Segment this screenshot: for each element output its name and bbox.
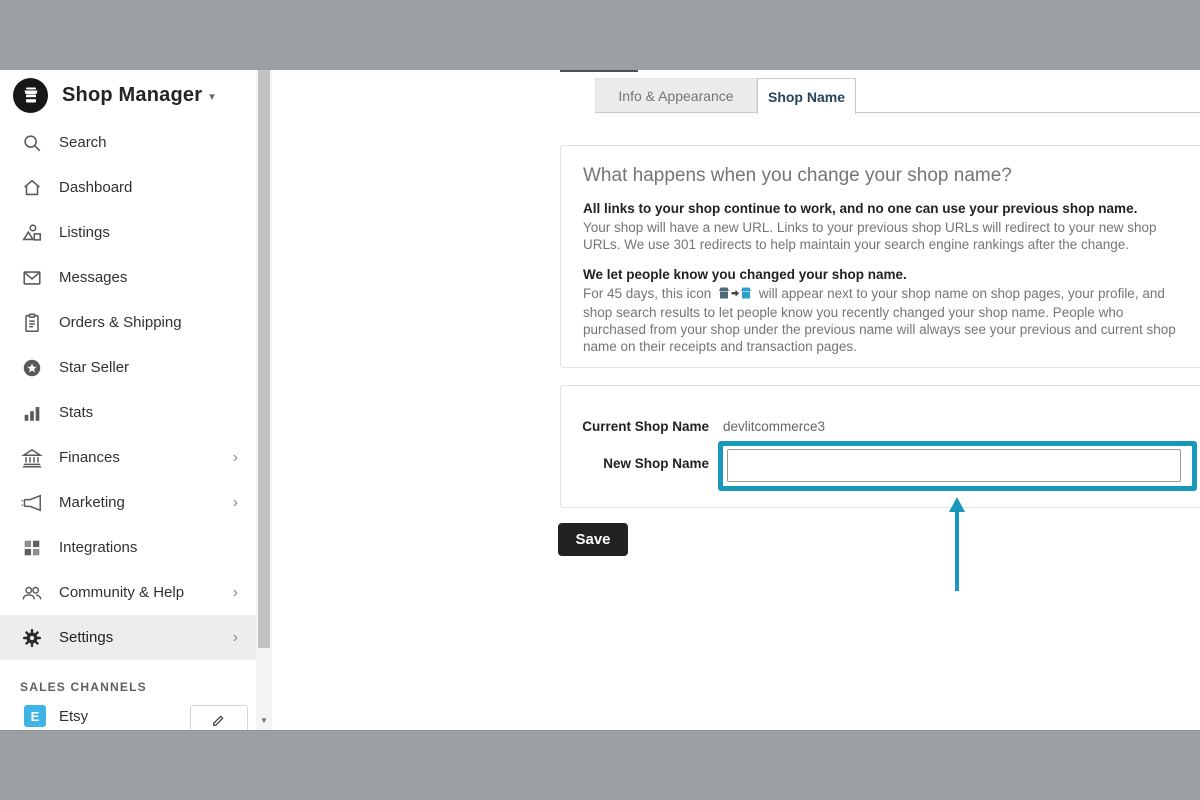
- shop-manager-header[interactable]: [0, 70, 256, 120]
- info-body-notify: [583, 285, 1183, 355]
- megaphone-icon: [20, 491, 43, 514]
- people-icon: [20, 581, 43, 604]
- info-bold-links: All links to your shop continue to work, and no one can use your previous shop name.: [583, 201, 1138, 216]
- body-text-before-icon: For 45 days, this icon: [583, 286, 712, 301]
- sidebar-item-settings[interactable]: [0, 615, 256, 660]
- chevron-right-icon: ›: [232, 628, 238, 646]
- sidebar-item-listings[interactable]: [0, 210, 256, 255]
- sidebar-item-dashboard[interactable]: [0, 165, 256, 210]
- sidebar-item-finances[interactable]: [0, 435, 256, 480]
- grid-icon: [20, 536, 43, 559]
- info-panel-heading: What happens when you change your shop name?: [583, 165, 1012, 186]
- channel-label: Etsy: [59, 707, 89, 725]
- pencil-icon: [211, 712, 227, 731]
- sidebar-item-marketing[interactable]: [0, 480, 256, 525]
- chevron-right-icon: ›: [232, 583, 238, 601]
- annotation-arrow-shaft: [955, 510, 959, 591]
- listings-shapes-icon: [20, 221, 43, 244]
- search-icon: [20, 131, 43, 154]
- sidebar-item-star-seller[interactable]: [0, 345, 256, 390]
- sidebar-scrollbar[interactable]: [256, 70, 272, 730]
- gear-icon: [20, 626, 43, 649]
- sidebar-item-search[interactable]: [0, 120, 256, 165]
- sidebar-item-label: Messages: [59, 269, 128, 286]
- etsy-storefront-logo-icon: [13, 78, 48, 113]
- sidebar-item-label: Stats: [59, 404, 94, 421]
- new-shop-name-label: New Shop Name: [603, 456, 709, 471]
- bank-icon: [20, 446, 43, 469]
- sidebar-item-label: Star Seller: [59, 359, 130, 376]
- body-text-after-icon: will appear next to your shop name on shop pages, your profile, and shop search results to let people know you recently changed your shop name. People who purchased from your shop under the previous name will always see your previous and current shop name on their receipts and transaction pages.: [583, 286, 1176, 354]
- clipboard-icon: [20, 311, 43, 334]
- current-shop-name-label: Current Shop Name: [582, 419, 709, 434]
- sidebar-item-label: Dashboard: [59, 179, 133, 196]
- edit-shop-button[interactable]: [190, 705, 248, 730]
- bar-chart-icon: [20, 401, 43, 424]
- sidebar-item-orders-shipping[interactable]: [0, 300, 256, 345]
- tab-bar-divider: [595, 112, 1200, 113]
- home-icon: [20, 176, 43, 199]
- save-button[interactable]: Save: [558, 523, 628, 556]
- sidebar-item-label: Integrations: [59, 539, 138, 556]
- sidebar-item-messages[interactable]: [0, 255, 256, 300]
- info-bold-notify: We let people know you changed your shop name.: [583, 267, 907, 282]
- shop-name-change-icon: [718, 286, 752, 304]
- info-body-links: Your shop will have a new URL. Links to your previous shop URLs will redirect to your new shop URLs. We use 301 redirects to help maintain your search engine rankings after the change.: [583, 220, 1157, 252]
- sidebar-scrollbar-thumb[interactable]: [258, 70, 270, 648]
- chevron-right-icon: ›: [232, 448, 238, 466]
- annotation-highlight-box: [718, 441, 1197, 491]
- shop-name-info-panel: [560, 145, 1200, 368]
- main-content: [272, 70, 1200, 730]
- sidebar-item-community-help[interactable]: [0, 570, 256, 615]
- sidebar-item-label: Settings: [59, 629, 114, 646]
- sidebar-item-label: Orders & Shipping: [59, 314, 182, 331]
- shop-name-form-panel: [560, 385, 1200, 508]
- scrollbar-down-arrow-icon[interactable]: ▼: [260, 716, 268, 725]
- chevron-right-icon: ›: [232, 493, 238, 511]
- dark-line-segment: [560, 70, 638, 72]
- tab-info-appearance[interactable]: Info & Appearance: [595, 78, 757, 112]
- tab-shop-name[interactable]: Shop Name: [757, 78, 856, 114]
- etsy-channel-icon: E: [24, 705, 46, 727]
- sidebar-item-integrations[interactable]: [0, 525, 256, 570]
- envelope-icon: [20, 266, 43, 289]
- shop-manager-title: Shop Manager: [62, 83, 203, 106]
- sidebar-item-label: Search: [59, 134, 107, 151]
- sidebar-item-label: Finances: [59, 449, 120, 466]
- top-gray-band: [0, 0, 1200, 71]
- shop-manager-caret-icon[interactable]: ▾: [209, 91, 215, 103]
- star-badge-icon: [20, 356, 43, 379]
- sidebar-item-label: Community & Help: [59, 584, 185, 601]
- current-shop-name-value: devlitcommerce3: [723, 419, 826, 434]
- bottom-gray-band: [0, 730, 1200, 800]
- sidebar: [0, 70, 256, 730]
- sidebar-item-stats[interactable]: [0, 390, 256, 435]
- sales-channels-heading: SALES CHANNELS: [20, 680, 147, 694]
- sidebar-item-label: Marketing: [59, 494, 125, 511]
- sidebar-item-label: Listings: [59, 224, 110, 241]
